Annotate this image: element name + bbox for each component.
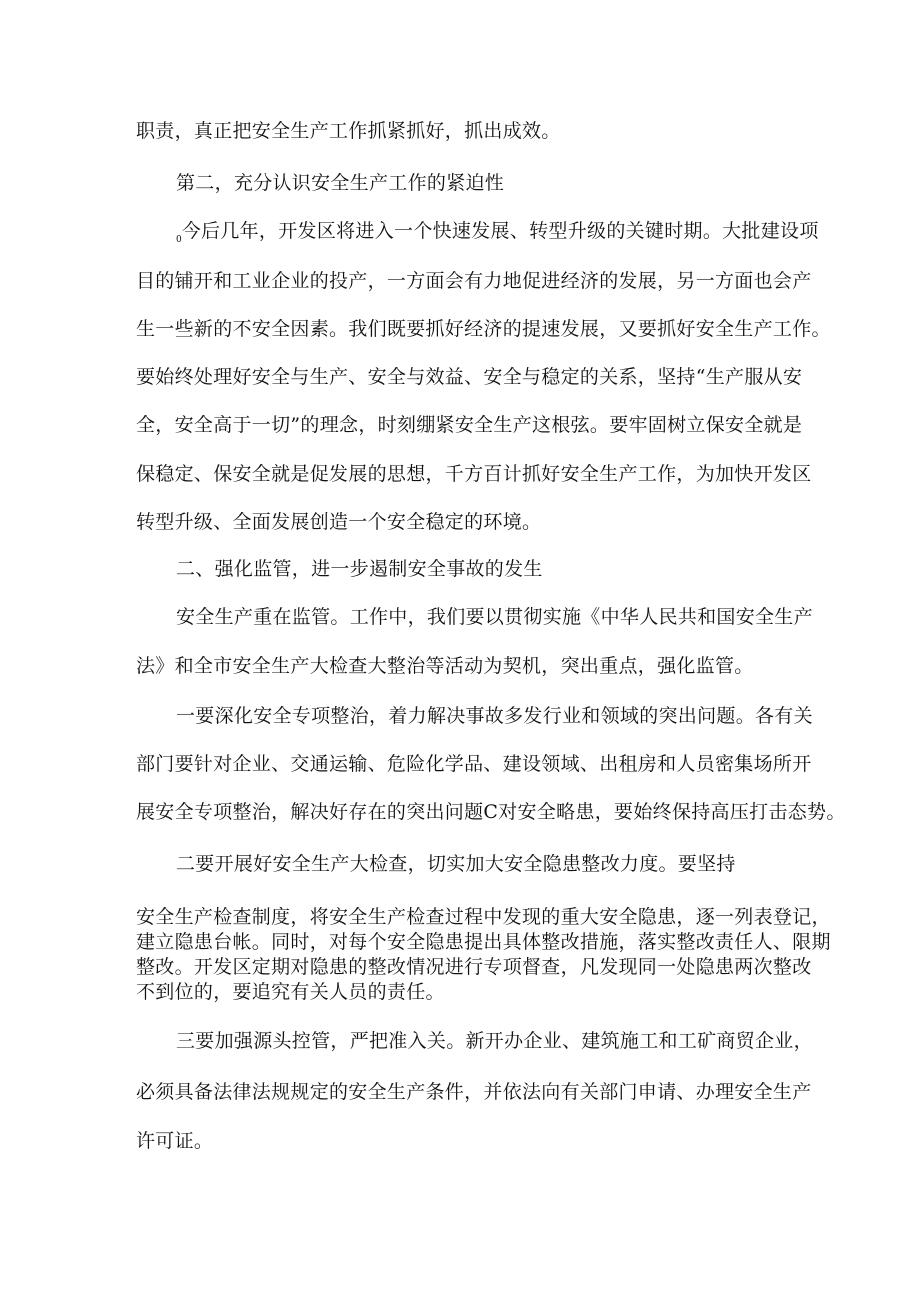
paragraph-line: 全，安全高于一切”的理念，时刻绷紧安全生产这根弦。要牢固树立保安全就是 — [136, 414, 803, 436]
paragraph-line: 不到位的，要追究有关人员的责任。 — [136, 981, 445, 1003]
paragraph-line: 许可证。 — [136, 1130, 214, 1152]
paragraph-line: 目的铺开和工业企业的投产，一方面会有力地促进经济的发展，另一方面也会产 — [136, 270, 812, 292]
paragraph-line — [176, 219, 819, 252]
paragraph-line: 要始终处理好安全与生产、安全与效益、安全与稳定的关系，坚持“生产服从安 — [136, 366, 803, 388]
paragraph-line: 生一些新的不安全因素。我们既要抓好经济的提速发展，又要抓好安全生产工作。 — [136, 318, 831, 340]
paragraph-line: 展安全专项整治，解决好存在的突出问题C对安全略患，要始终保持高压打击态势。 — [136, 801, 846, 823]
paragraph-line: 职责，真正把安全生产工作抓紧抓好，抓出成效。 — [136, 120, 561, 142]
stray-mark: 0 — [176, 235, 182, 245]
paragraph-line: 保稳定、保安全就是促发展的思想，千方百计抓好安全生产工作，为加快开发区 — [136, 463, 812, 485]
paragraph-line-text: 今后几年，开发区将进入一个快速发展、转型升级的关键时期。大批建设项 — [181, 220, 819, 242]
paragraph-line: 建立隐患台帐。同时，对每个安全隐患提出具体整改措施，落实整改责任人、限期 — [136, 931, 831, 953]
paragraph-line: 法》和全市安全生产大检查大整治等活动为契机，突出重点，强化监管。 — [136, 655, 754, 677]
paragraph-line: 转型升级、全面发展创造一个安全稳定的环境。 — [136, 511, 542, 533]
paragraph-line: 安全生产重在监管。工作中，我们要以贯彻实施《中华人民共和国安全生产 — [176, 606, 813, 628]
paragraph-line: 二要开展好安全生产大检查，切实加大安全隐患整改力度。要坚持 — [176, 853, 736, 875]
paragraph-line: 三要加强源头控管，严把准入关。新开办企业、建筑施工和工矿商贸企业， — [176, 1030, 813, 1052]
paragraph-line: 一要深化安全专项整治，着力解决事故多发行业和领域的突出问题。各有关 — [176, 705, 813, 727]
section-heading: 第二，充分认识安全生产工作的紧迫性 — [176, 172, 505, 194]
paragraph-line: 安全生产检查制度，将安全生产检查过程中发现的重大安全隐患，逐一列表登记， — [136, 906, 831, 928]
paragraph-line: 部门要针对企业、交通运输、危险化学品、建设领域、出租房和人员密集场所开 — [136, 753, 812, 775]
paragraph-line: 必须具备法律法规规定的安全生产条件，并依法向有关部门申请、办理安全生产 — [136, 1081, 812, 1103]
section-heading: 二、强化监管，进一步遏制安全事故的发生 — [176, 558, 543, 580]
paragraph-line: 整改。开发区定期对隐患的整改情况进行专项督查，凡发现同一处隐患两次整改 — [136, 956, 812, 978]
